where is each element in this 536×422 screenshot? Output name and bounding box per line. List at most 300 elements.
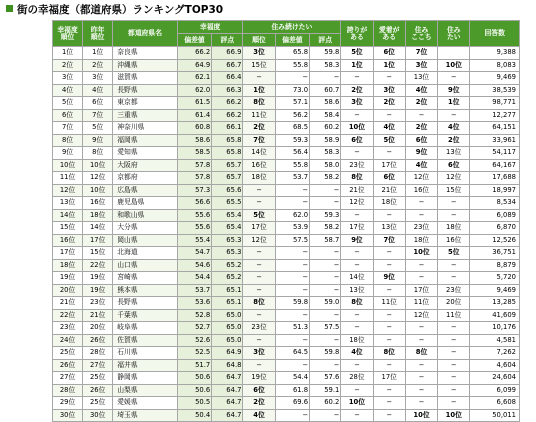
header-prefecture: 都道府県名 — [113, 21, 178, 47]
want-live-cell: − — [438, 397, 470, 410]
pride-cell: 21位 — [341, 184, 373, 197]
votes-cell: 64,151 — [470, 122, 520, 135]
prev-rank-cell: 3位 — [83, 72, 113, 85]
rank-cell: 5位 — [53, 97, 83, 110]
live-comfort-cell: − — [405, 372, 437, 385]
rank-cell: 7位 — [53, 122, 83, 135]
want-live-cell: 4位 — [438, 122, 470, 135]
livability-dev-cell: 57.5 — [275, 234, 309, 247]
prev-rank-cell: 17位 — [83, 234, 113, 247]
happiness-dev-cell: 58.6 — [177, 134, 211, 147]
attachment-cell: 8位 — [373, 347, 405, 360]
rank-cell: 17位 — [53, 247, 83, 260]
want-live-cell: 23位 — [438, 284, 470, 297]
header-live-comfort: 住み ここち — [405, 21, 437, 47]
attachment-cell: − — [373, 284, 405, 297]
want-live-cell: − — [438, 109, 470, 122]
livability-score-cell: − — [310, 309, 341, 322]
livability-dev-cell: − — [275, 359, 309, 372]
happiness-dev-cell: 50.6 — [177, 372, 211, 385]
prev-rank-cell: 10位 — [83, 159, 113, 172]
table-row — [53, 322, 520, 335]
live-comfort-cell: 3位 — [405, 59, 437, 72]
rank-cell: 16位 — [53, 234, 83, 247]
want-live-cell: − — [438, 347, 470, 360]
prev-rank-cell: 26位 — [83, 384, 113, 397]
livability-rank-cell: 3位 — [243, 347, 275, 360]
happiness-score-cell: 64.7 — [212, 384, 243, 397]
pride-cell: 2位 — [341, 84, 373, 97]
pride-cell: − — [341, 147, 373, 160]
attachment-cell: 11位 — [373, 297, 405, 310]
attachment-cell: 3位 — [373, 84, 405, 97]
rank-cell: 9位 — [53, 147, 83, 160]
header-happiness-score: 評点 — [212, 34, 243, 47]
live-comfort-cell: 4位 — [405, 84, 437, 97]
attachment-cell: 17位 — [373, 159, 405, 172]
table-row — [53, 109, 520, 122]
livability-rank-cell: 12位 — [243, 234, 275, 247]
attachment-cell: − — [373, 384, 405, 397]
rank-cell: 13位 — [53, 197, 83, 210]
happiness-dev-cell: 55.6 — [177, 209, 211, 222]
happiness-score-cell: 65.4 — [212, 209, 243, 222]
prefecture-name-cell: 山梨県 — [113, 384, 178, 397]
table-row — [53, 209, 520, 222]
livability-score-cell: 60.2 — [310, 122, 341, 135]
prev-rank-cell: 7位 — [83, 109, 113, 122]
rank-cell: 18位 — [53, 259, 83, 272]
live-comfort-cell: − — [405, 272, 437, 285]
want-live-cell: 5位 — [438, 247, 470, 260]
live-comfort-cell: − — [405, 397, 437, 410]
rank-cell: 4位 — [53, 84, 83, 97]
livability-dev-cell: − — [275, 272, 309, 285]
prefecture-name-cell: 北海道 — [113, 247, 178, 260]
pride-cell: 13位 — [341, 284, 373, 297]
prefecture-name-cell: 東京都 — [113, 97, 178, 110]
prev-rank-cell: 18位 — [83, 209, 113, 222]
happiness-dev-cell: 62.0 — [177, 84, 211, 97]
pride-cell: − — [341, 359, 373, 372]
livability-rank-cell: 18位 — [243, 172, 275, 185]
livability-dev-cell: − — [275, 309, 309, 322]
happiness-dev-cell: 57.8 — [177, 172, 211, 185]
pride-cell: − — [341, 409, 373, 422]
rank-cell: 27位 — [53, 372, 83, 385]
attachment-cell: − — [373, 309, 405, 322]
happiness-score-cell: 66.4 — [212, 72, 243, 85]
livability-dev-cell: 53.9 — [275, 222, 309, 235]
livability-score-cell: 60.2 — [310, 397, 341, 410]
pride-cell: − — [341, 209, 373, 222]
happiness-score-cell: 65.7 — [212, 172, 243, 185]
rank-cell: 23位 — [53, 322, 83, 335]
votes-cell: 6,089 — [470, 209, 520, 222]
attachment-cell: 21位 — [373, 184, 405, 197]
livability-score-cell: 58.3 — [310, 59, 341, 72]
table-row — [53, 147, 520, 160]
livability-score-cell: − — [310, 247, 341, 260]
happiness-dev-cell: 57.3 — [177, 184, 211, 197]
votes-cell: 8,879 — [470, 259, 520, 272]
prefecture-name-cell: 福岡県 — [113, 134, 178, 147]
header-votes: 回答数 — [470, 21, 520, 47]
want-live-cell: − — [438, 384, 470, 397]
table-row — [53, 97, 520, 110]
live-comfort-cell: − — [405, 259, 437, 272]
livability-dev-cell: 57.1 — [275, 97, 309, 110]
pride-cell: 23位 — [341, 159, 373, 172]
attachment-cell: 4位 — [373, 122, 405, 135]
prefecture-name-cell: 奈良県 — [113, 47, 178, 60]
prefecture-name-cell: 和歌山県 — [113, 209, 178, 222]
livability-dev-cell: − — [275, 409, 309, 422]
rank-cell: 22位 — [53, 309, 83, 322]
want-live-cell: 16位 — [438, 234, 470, 247]
prefecture-name-cell: 埼玉県 — [113, 409, 178, 422]
title-bullet-icon — [6, 5, 13, 12]
rank-cell: 1位 — [53, 47, 83, 60]
pride-cell: 14位 — [341, 272, 373, 285]
rank-cell: 30位 — [53, 409, 83, 422]
votes-cell: 12,277 — [470, 109, 520, 122]
table-row — [53, 234, 520, 247]
livability-rank-cell: 2位 — [243, 397, 275, 410]
rank-cell: 8位 — [53, 134, 83, 147]
live-comfort-cell: 11位 — [405, 297, 437, 310]
happiness-score-cell: 65.0 — [212, 309, 243, 322]
pride-cell: − — [341, 322, 373, 335]
livability-score-cell: 58.4 — [310, 109, 341, 122]
prev-rank-cell: 1位 — [83, 47, 113, 60]
happiness-dev-cell: 52.6 — [177, 334, 211, 347]
prev-rank-cell: 21位 — [83, 309, 113, 322]
prefecture-name-cell: 長野県 — [113, 84, 178, 97]
want-live-cell: 10位 — [438, 409, 470, 422]
rank-cell: 12位 — [53, 184, 83, 197]
livability-score-cell: − — [310, 197, 341, 210]
happiness-dev-cell: 64.9 — [177, 59, 211, 72]
votes-cell: 41,609 — [470, 309, 520, 322]
happiness-dev-cell: 50.4 — [177, 409, 211, 422]
livability-rank-cell: − — [243, 247, 275, 260]
pride-cell: 10位 — [341, 122, 373, 135]
header-prev-rank: 昨年 順位 — [83, 21, 113, 47]
live-comfort-cell: 12位 — [405, 172, 437, 185]
livability-score-cell: 59.0 — [310, 297, 341, 310]
votes-cell: 6,099 — [470, 384, 520, 397]
happiness-score-cell: 65.8 — [212, 134, 243, 147]
header-livability-score: 評点 — [310, 34, 341, 47]
table-row — [53, 134, 520, 147]
livability-score-cell: − — [310, 272, 341, 285]
page-title — [6, 3, 223, 17]
attachment-cell: − — [373, 359, 405, 372]
prev-rank-cell: 25位 — [83, 372, 113, 385]
livability-dev-cell: 56.2 — [275, 109, 309, 122]
livability-rank-cell: − — [243, 197, 275, 210]
header-livability: 住み続けたい — [243, 21, 341, 34]
happiness-score-cell: 66.3 — [212, 84, 243, 97]
live-comfort-cell: 4位 — [405, 159, 437, 172]
happiness-score-cell: 66.7 — [212, 59, 243, 72]
livability-rank-cell: 23位 — [243, 322, 275, 335]
live-comfort-cell: − — [405, 109, 437, 122]
header-pride: 誇りが ある — [341, 21, 373, 47]
livability-rank-cell: − — [243, 272, 275, 285]
pride-cell: 10位 — [341, 397, 373, 410]
prev-rank-cell: 15位 — [83, 247, 113, 260]
livability-score-cell: 59.8 — [310, 347, 341, 360]
want-live-cell — [438, 47, 470, 60]
livability-dev-cell: 65.8 — [275, 47, 309, 60]
want-live-cell: 13位 — [438, 147, 470, 160]
table-row — [53, 197, 520, 210]
attachment-cell: − — [373, 147, 405, 160]
want-live-cell: − — [438, 197, 470, 210]
want-live-cell: 1位 — [438, 97, 470, 110]
rank-cell: 25位 — [53, 347, 83, 360]
rank-cell: 2位 — [53, 59, 83, 72]
live-comfort-cell: 23位 — [405, 222, 437, 235]
prev-rank-cell: 28位 — [83, 347, 113, 360]
happiness-score-cell: 65.1 — [212, 297, 243, 310]
live-comfort-cell: − — [405, 359, 437, 372]
page-title-text: 街の幸福度（都道府県）ランキングTOP30 — [17, 4, 224, 16]
live-comfort-cell: 2位 — [405, 122, 437, 135]
live-comfort-cell: 7位 — [405, 47, 437, 60]
livability-score-cell: 58.9 — [310, 134, 341, 147]
prev-rank-cell: 19位 — [83, 284, 113, 297]
table-row — [53, 72, 520, 85]
happiness-score-cell: 65.3 — [212, 234, 243, 247]
happiness-score-cell: 65.0 — [212, 322, 243, 335]
header-happiness: 幸福度 — [177, 21, 243, 34]
livability-score-cell: − — [310, 334, 341, 347]
livability-score-cell: 57.6 — [310, 372, 341, 385]
livability-rank-cell: − — [243, 284, 275, 297]
prev-rank-cell: 12位 — [83, 172, 113, 185]
pride-cell: 8位 — [341, 172, 373, 185]
livability-rank-cell: 11位 — [243, 109, 275, 122]
rank-cell: 20位 — [53, 284, 83, 297]
pride-cell: 18位 — [341, 334, 373, 347]
live-comfort-cell: 2位 — [405, 97, 437, 110]
header-attachment: 愛着が ある — [373, 21, 405, 47]
rank-cell: 26位 — [53, 359, 83, 372]
livability-score-cell: − — [310, 184, 341, 197]
happiness-score-cell: 64.9 — [212, 347, 243, 360]
pride-cell: 6位 — [341, 134, 373, 147]
livability-rank-cell: 4位 — [243, 409, 275, 422]
pride-cell: − — [341, 309, 373, 322]
happiness-dev-cell: 60.8 — [177, 122, 211, 135]
livability-rank-cell: − — [243, 184, 275, 197]
votes-cell: 54,117 — [470, 147, 520, 160]
rank-cell: 11位 — [53, 172, 83, 185]
table-row — [53, 159, 520, 172]
pride-cell: 9位 — [341, 234, 373, 247]
table-row — [53, 247, 520, 260]
livability-score-cell: − — [310, 409, 341, 422]
livability-rank-cell: − — [243, 72, 275, 85]
table-row — [53, 359, 520, 372]
prefecture-name-cell: 石川県 — [113, 347, 178, 360]
table-row — [53, 297, 520, 310]
prefecture-name-cell: 熊本県 — [113, 284, 178, 297]
want-live-cell: − — [438, 334, 470, 347]
prefecture-name-cell: 福井県 — [113, 359, 178, 372]
prev-rank-cell: 8位 — [83, 147, 113, 160]
livability-rank-cell: 8位 — [243, 97, 275, 110]
pride-cell: − — [341, 259, 373, 272]
pride-cell: 8位 — [341, 297, 373, 310]
prev-rank-cell: 30位 — [83, 409, 113, 422]
livability-score-cell: 58.0 — [310, 159, 341, 172]
prev-rank-cell: 10位 — [83, 184, 113, 197]
header-rank: 幸福度 順位 — [53, 21, 83, 47]
table-row — [53, 397, 520, 410]
want-live-cell: 11位 — [438, 309, 470, 322]
header-livability-dev: 偏差値 — [275, 34, 309, 47]
pride-cell: 3位 — [341, 97, 373, 110]
votes-cell: 4,581 — [470, 334, 520, 347]
attachment-cell: 17位 — [373, 372, 405, 385]
happiness-dev-cell: 61.5 — [177, 97, 211, 110]
livability-score-cell: 57.5 — [310, 322, 341, 335]
happiness-score-cell: 65.2 — [212, 259, 243, 272]
votes-cell: 6,608 — [470, 397, 520, 410]
attachment-cell: − — [373, 72, 405, 85]
livability-dev-cell: 69.6 — [275, 397, 309, 410]
want-live-cell: 20位 — [438, 297, 470, 310]
livability-dev-cell: 55.8 — [275, 159, 309, 172]
rank-cell: 28位 — [53, 384, 83, 397]
prefecture-name-cell: 大阪府 — [113, 159, 178, 172]
want-live-cell: 10位 — [438, 59, 470, 72]
table-row — [53, 347, 520, 360]
want-live-cell: 2位 — [438, 134, 470, 147]
attachment-cell: − — [373, 334, 405, 347]
attachment-cell: − — [373, 322, 405, 335]
happiness-dev-cell: 51.7 — [177, 359, 211, 372]
livability-score-cell: 58.7 — [310, 234, 341, 247]
live-comfort-cell: 8位 — [405, 347, 437, 360]
livability-dev-cell: 64.5 — [275, 347, 309, 360]
livability-rank-cell: 17位 — [243, 222, 275, 235]
livability-score-cell: − — [310, 259, 341, 272]
header-want-live: 住み たい — [438, 21, 470, 47]
live-comfort-cell: − — [405, 334, 437, 347]
want-live-cell: 15位 — [438, 184, 470, 197]
happiness-dev-cell: 50.5 — [177, 397, 211, 410]
prefecture-name-cell: 宮崎県 — [113, 272, 178, 285]
votes-cell: 4,604 — [470, 359, 520, 372]
rank-cell: 15位 — [53, 222, 83, 235]
want-live-cell: 9位 — [438, 84, 470, 97]
votes-cell: 12,526 — [470, 234, 520, 247]
livability-rank-cell: 16位 — [243, 159, 275, 172]
prefecture-name-cell: 静岡県 — [113, 372, 178, 385]
live-comfort-cell: − — [405, 322, 437, 335]
livability-score-cell: − — [310, 72, 341, 85]
livability-rank-cell: 3位 — [243, 47, 275, 60]
prefecture-name-cell: 滋賀県 — [113, 72, 178, 85]
attachment-cell: 9位 — [373, 272, 405, 285]
prefecture-name-cell: 岡山県 — [113, 234, 178, 247]
table-row — [53, 222, 520, 235]
livability-rank-cell: 5位 — [243, 209, 275, 222]
prefecture-name-cell: 千葉県 — [113, 309, 178, 322]
votes-cell: 9,469 — [470, 284, 520, 297]
pride-cell: 28位 — [341, 372, 373, 385]
table-row — [53, 172, 520, 185]
table-row — [53, 409, 520, 422]
happiness-score-cell: 64.8 — [212, 359, 243, 372]
want-live-cell: − — [438, 272, 470, 285]
livability-dev-cell: − — [275, 184, 309, 197]
prefecture-name-cell: 神奈川県 — [113, 122, 178, 135]
livability-dev-cell: 59.8 — [275, 297, 309, 310]
happiness-dev-cell: 52.5 — [177, 347, 211, 360]
livability-rank-cell: 14位 — [243, 147, 275, 160]
happiness-dev-cell: 50.6 — [177, 384, 211, 397]
prefecture-name-cell: 京都府 — [113, 172, 178, 185]
livability-score-cell: 58.2 — [310, 172, 341, 185]
live-comfort-cell: 10位 — [405, 247, 437, 260]
happiness-dev-cell: 55.4 — [177, 234, 211, 247]
rank-cell: 21位 — [53, 297, 83, 310]
livability-score-cell: 59.3 — [310, 209, 341, 222]
live-comfort-cell: 12位 — [405, 309, 437, 322]
prev-rank-cell: 5位 — [83, 122, 113, 135]
pride-cell: 4位 — [341, 347, 373, 360]
livability-dev-cell: − — [275, 247, 309, 260]
livability-rank-cell: − — [243, 334, 275, 347]
prev-rank-cell: 22位 — [83, 259, 113, 272]
prev-rank-cell: 27位 — [83, 359, 113, 372]
live-comfort-cell: 13位 — [405, 72, 437, 85]
pride-cell: − — [341, 72, 373, 85]
attachment-cell: 13位 — [373, 222, 405, 235]
livability-dev-cell: 55.8 — [275, 59, 309, 72]
livability-rank-cell: 7位 — [243, 134, 275, 147]
votes-cell: 98,771 — [470, 97, 520, 110]
livability-dev-cell: 54.4 — [275, 372, 309, 385]
happiness-dev-cell: 53.6 — [177, 297, 211, 310]
livability-dev-cell: − — [275, 284, 309, 297]
livability-rank-cell: 19位 — [243, 372, 275, 385]
want-live-cell: 12位 — [438, 172, 470, 185]
live-comfort-cell: 17位 — [405, 284, 437, 297]
livability-score-cell: 58.2 — [310, 222, 341, 235]
attachment-cell: 18位 — [373, 197, 405, 210]
livability-score-cell: 58.6 — [310, 97, 341, 110]
livability-score-cell: − — [310, 284, 341, 297]
happiness-score-cell: 66.2 — [212, 109, 243, 122]
livability-score-cell: 58.3 — [310, 147, 341, 160]
votes-cell: 18,997 — [470, 184, 520, 197]
pride-cell: − — [341, 247, 373, 260]
rank-cell: 24位 — [53, 334, 83, 347]
happiness-dev-cell: 53.7 — [177, 284, 211, 297]
prefecture-name-cell: 三重県 — [113, 109, 178, 122]
happiness-score-cell: 65.4 — [212, 222, 243, 235]
attachment-cell: 6位 — [373, 172, 405, 185]
attachment-cell: 7位 — [373, 234, 405, 247]
livability-rank-cell: − — [243, 259, 275, 272]
